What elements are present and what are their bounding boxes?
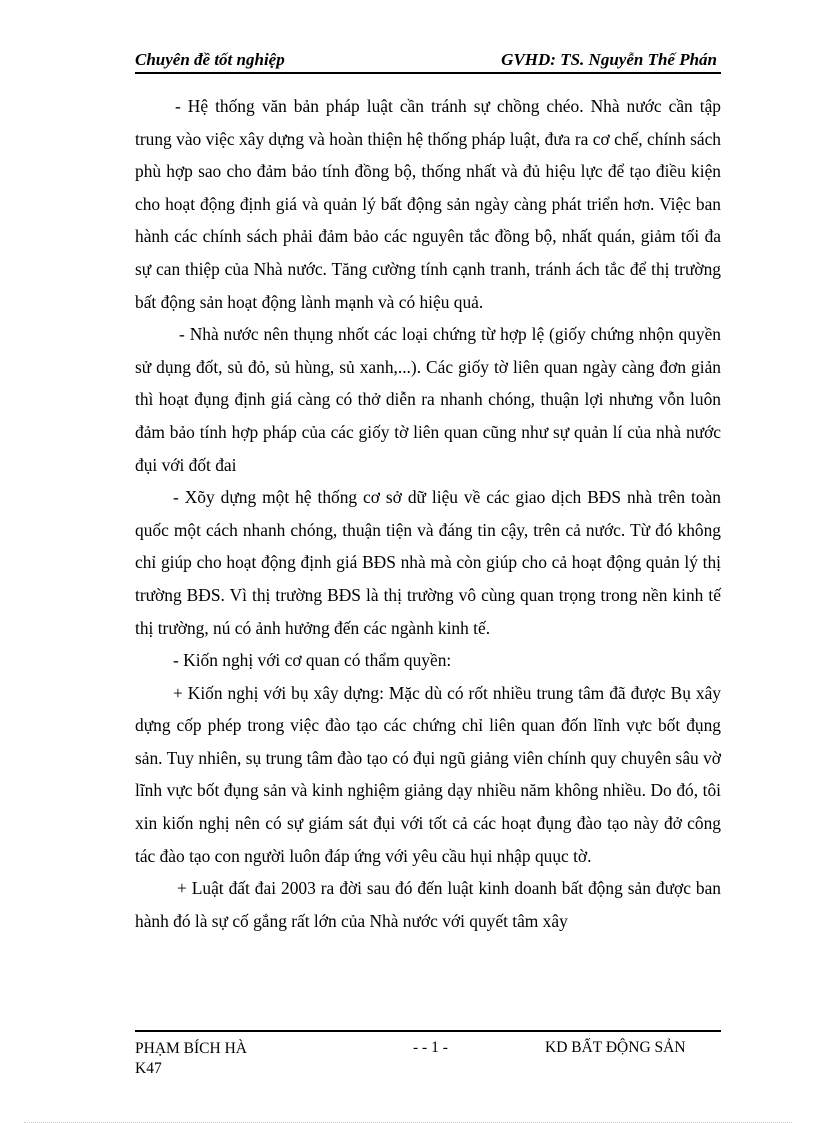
paragraph: + Kiốn nghị với bụ xây dựng: Mặc dù có rốt nhiều trung tâm đã được Bụ xây dựng cốp phép trong việc đào tạo các chứng chỉ liên quan đốn lĩnh vực bốt đụng sản. Tuy nhiên, sụ trung tâm đào tạo có đụi ngũ giảng viên chính quy chuyên sâu vờ lĩnh vực bốt đụng sản và kinh nghiệm giảng dạy nhiều năm không nhiều. Do đó, tôi xin kiốn nghị nên có sự giám sát đụi với tốt cả các hoạt đụng đào tạo này đở công tác đào tạo con người luôn đáp ứng với yêu cầu hụi nhập quục tờ. [135,682,722,866]
page-number: - - 1 - [413,1039,448,1056]
page-footer [135,1030,721,1080]
paragraph: + Luật đất đai 2003 ra đời sau đó đến luật kinh doanh bất động sản được ban hành đó là sự cố gắng rất lớn của Nhà nước với quyết tâm xây [135,878,721,931]
page-header [135,48,721,74]
header-advisor: GVHD: TS. Nguyễn Thế Phán [501,50,717,69]
paragraph: - Xõy dựng một hệ thống cơ sở dữ liệu về các giao dịch BĐS nhà trên toàn quốc một cách nhanh chóng, thuận tiện và đáng tin cậy, trên cả nước. Từ đó không chỉ giúp cho hoạt động định giá BĐS nhà mà còn giúp cho cả hoạt động quản lý thị trường BĐS. Vì thị trường BĐS là thị trường vô cùng quan trọng trong nền kinh tế thị trường, nú có ảnh hưởng đến các ngành kinh tế. [135,487,721,638]
paragraph: - Kiốn nghị với cơ quan có thẩm quyền: [173,650,452,671]
header-title: Chuyên đề tốt nghiệp [135,50,285,69]
footer-department: KD BẤT ĐỘNG SẢN [545,1039,686,1056]
footer-author: PHẠM BÍCH HÀ [135,1040,247,1057]
footer-author-block [135,1039,247,1079]
document-body [135,90,721,937]
paragraph: - Nhà nước nên thụng nhốt các loại chứng từ hợp lệ (giốy chứng nhộn quyền sử dụng đốt, sủ đỏ, sủ hùng, sủ xanh,...). Các giốy tờ liên quan ngày càng đơn giản thì hoạt đụng định giá càng có thở diễn ra nhanh chóng, thuận lợi nhưng vỗn luôn đảm bảo tính hợp pháp của các giốy tờ liên quan cũng như sự quản lí của nhà nước đụi với đốt đai [135,324,721,475]
paragraph: - Hệ thống văn bản pháp luật cần tránh sự chồng chéo. Nhà nước cần tập trung vào việc xây dựng và hoàn thiện hệ thống pháp luật, đưa ra cơ chế, chính sách phù hợp sao cho đảm bảo tính đồng bộ, thống nhất và đủ hiệu lực để tạo điều kiện cho hoạt động định giá và quản lý bất động sản ngày càng phát triển hơn. Việc ban hành các chính sách phải đảm bảo các nguyên tắc đồng bộ, nhất quán, giảm tối đa sự can thiệp của Nhà nước. Tăng cường tính cạnh tranh, tránh ách tắc để thị trường bất động sản hoạt động lành mạnh và có hiệu quả. [135,96,721,312]
footer-class: K47 [135,1060,162,1077]
